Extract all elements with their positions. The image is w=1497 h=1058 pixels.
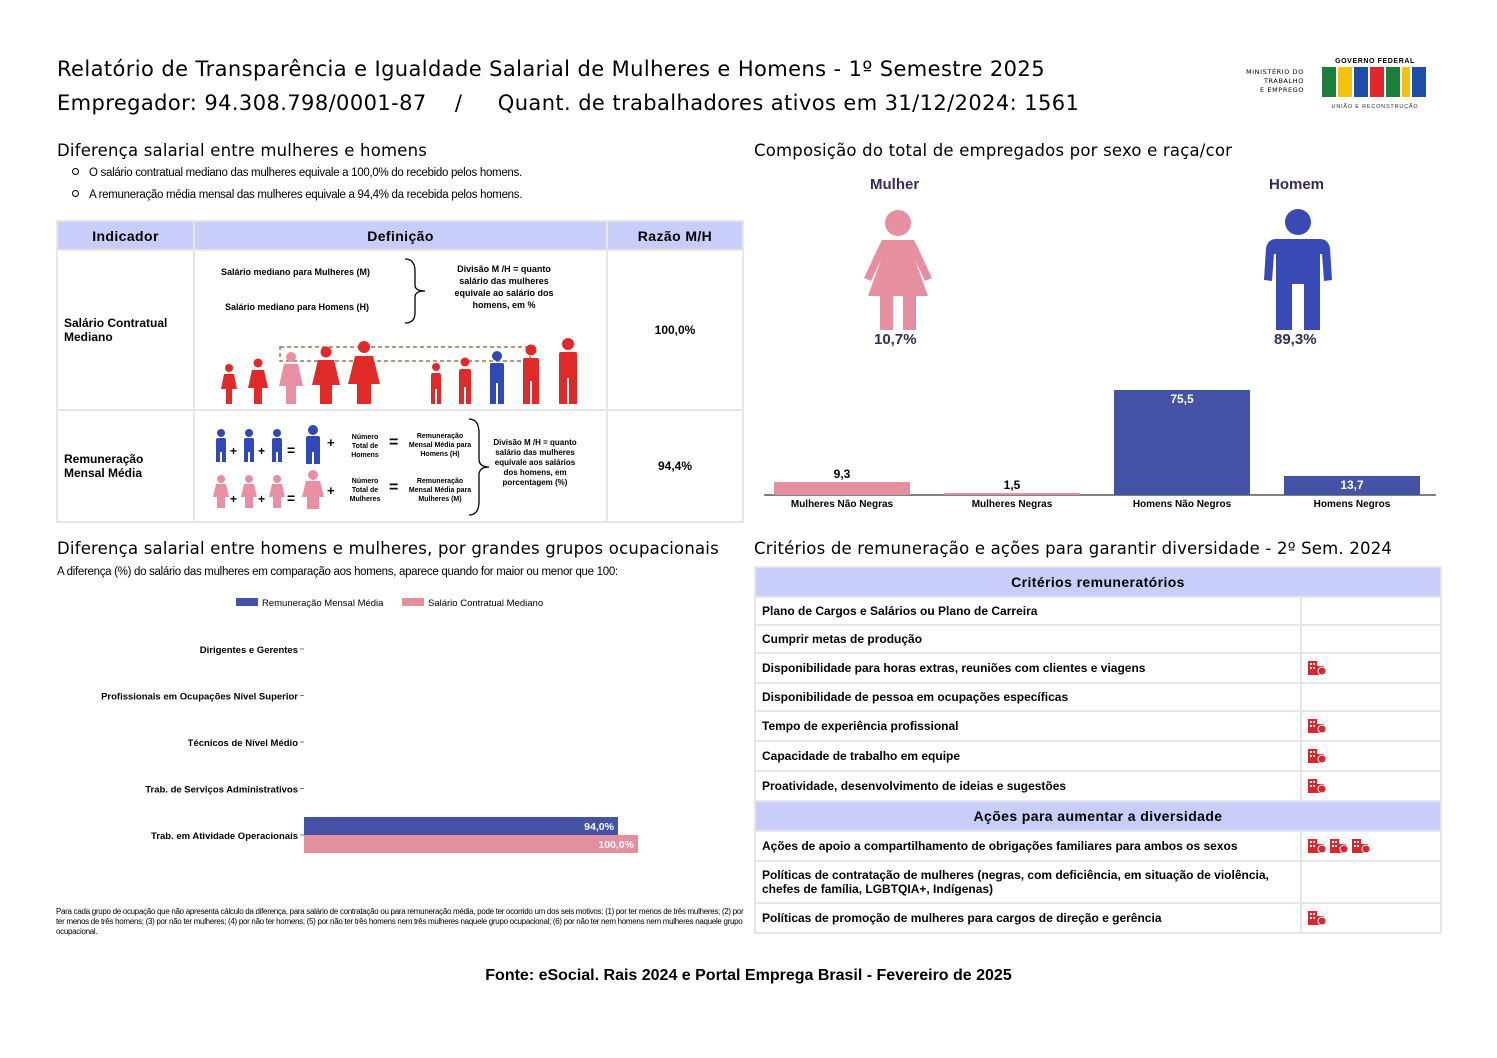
occupational-footnote: Para cada grupo de ocupação que não apresenta cálculo da diferença, para salário de contratação ou para remuneração média, pode ter ocorrido um dos seis motivos: (1) por ter menos de três mulheres; (2) por ter menos de três homens; (3) por não ter mulheres; (4) por não ter homens; (5) por não ter três homens nem três mulheres naquele grupo ocupacional; (6) por não ter nem homens nem mulheres naquele grupo ocupacional. — [56, 907, 744, 936]
workers-count: Quant. de trabalhadores ativos em 31/12/2024: 1561 — [497, 91, 1080, 115]
svg-text:+: + — [327, 435, 335, 450]
criteria-icons — [1301, 831, 1441, 861]
occupation-label-3: Trab. de Serviços Administrativos — [145, 784, 298, 796]
criteria-title: Critérios de remuneração e ações para garantir diversidade - 2º Sem. 2024 — [754, 539, 1393, 558]
criteria-icons — [1301, 903, 1441, 933]
source-footer: Fonte: eSocial. Rais 2024 e Portal Emprega Brasil - Fevereiro de 2025 — [485, 967, 1012, 984]
occupation-label-4: Trab. em Atividade Operacionais — [151, 831, 298, 842]
brace-icon — [401, 257, 431, 325]
people-median-illustration — [215, 331, 595, 409]
legend-swatch-1 — [402, 598, 424, 606]
criteria-icons — [1301, 625, 1441, 653]
man-icon — [1262, 208, 1334, 332]
occupation-bar-1-4 — [304, 835, 638, 853]
criteria-label: Ações de apoio a compartilhamento de obrigações familiares para ambos os sexos — [755, 831, 1301, 861]
indicator-median: Salário Contratual Mediano — [57, 250, 194, 410]
bar-label-0: 9,3 — [833, 467, 851, 482]
legend-label-1: Salário Contratual Mediano — [428, 598, 544, 609]
criteria-label: Plano de Cargos e Salários ou Plano de Carreira — [755, 597, 1301, 625]
bar-label-1: 1,5 — [1003, 477, 1021, 492]
bar-1 — [944, 493, 1080, 495]
criteria-header: Critérios remuneratórios — [755, 567, 1441, 597]
employer-id: Empregador: 94.308.798/0001-87 — [57, 91, 427, 115]
svg-text:+: + — [230, 444, 238, 458]
svg-text:+: + — [327, 483, 335, 498]
criteria-row — [755, 683, 1441, 711]
woman-label: Mulher — [870, 176, 920, 193]
criteria-row — [755, 831, 1441, 861]
criteria-table — [754, 566, 1442, 934]
bar-0 — [774, 482, 910, 495]
category-label-3: Homens Negros — [1313, 499, 1391, 510]
ratio-median: 100,0% — [607, 250, 743, 410]
criteria-label: Proatividade, desenvolvimento de ideias e sugestões — [755, 771, 1301, 801]
woman-icon — [860, 208, 936, 332]
company-icon — [1308, 839, 1327, 853]
equals-women: = — [389, 479, 399, 496]
criteria-icons — [1301, 741, 1441, 771]
header-definicao: Definição — [194, 221, 607, 250]
occupation-label-2: Técnicos de Nível Médio — [187, 738, 298, 749]
legend-swatch-0 — [236, 598, 258, 606]
occupational-subtitle: A diferença (%) do salário das mulheres em comparação aos homens, aparece quando for maior ou menor que 100: — [57, 566, 618, 578]
header-separator: / — [454, 91, 463, 115]
occupation-bar-label-1-4: 100,0% — [598, 839, 634, 851]
category-label-2: Homens Não Negros — [1132, 499, 1232, 510]
criteria-row — [755, 653, 1441, 683]
def-women: Salário mediano para Mulheres (M) — [221, 267, 371, 277]
bar-label-3: 13,7 — [1340, 477, 1364, 492]
criteria-label: Capacidade de trabalho em equipe — [755, 741, 1301, 771]
header-razao: Razão M/H — [607, 221, 743, 250]
criteria-row — [755, 741, 1441, 771]
wage-gap-bullet-1: O salário contratual mediano das mulheres equivale a 100,0% do recebido pelos homens. — [72, 167, 522, 179]
definition-average — [194, 410, 607, 522]
bar-label-2: 75,5 — [1170, 391, 1194, 406]
occupational-bar-chart — [56, 590, 746, 860]
criteria-icons — [1301, 653, 1441, 683]
occupation-bar-label-0-4: 94,0% — [584, 821, 614, 833]
indicator-average: Remuneração Mensal Média — [57, 410, 194, 522]
composition-bar-chart — [754, 380, 1444, 515]
legend-label-0: Remuneração Mensal Média — [262, 598, 384, 609]
wage-gap-bullet-2: A remuneração média mensal das mulheres equivale a 94,4% da recebida pelos homens. — [72, 189, 522, 201]
gov-brasil-logo: GOVERNO FEDERAL UNIÃO E RECONSTRUÇÃO — [1320, 58, 1430, 110]
criteria-label: Disponibilidade de pessoa em ocupações específicas — [755, 683, 1301, 711]
criteria-icons — [1301, 683, 1441, 711]
criteria-label: Políticas de contratação de mulheres (negras, com deficiência, em situação de violência, chefes de família, LGBTQIA+, Indígenas) — [755, 861, 1301, 903]
company-icon — [1308, 911, 1327, 925]
criteria-label: Políticas de promoção de mulheres para cargos de direção e gerência — [755, 903, 1301, 933]
man-label: Homem — [1269, 176, 1325, 193]
ministry-logo: MINISTÉRIO DO TRABALHO E EMPREGO — [1245, 68, 1304, 94]
num-women-label: Número Total de Mulheres — [349, 478, 381, 503]
composition-title: Composição do total de empregados por sexo e raça/cor — [754, 141, 1233, 160]
criteria-icons — [1301, 711, 1441, 741]
criteria-label: Cumprir metas de produção — [755, 625, 1301, 653]
category-label-0: Mulheres Não Negras — [790, 499, 894, 510]
header-indicador: Indicador — [57, 221, 194, 250]
criteria-row — [755, 903, 1441, 933]
criteria-icons — [1301, 771, 1441, 801]
men-sum-icon — [213, 425, 348, 465]
occupation-label-0: Dirigentes e Gerentes — [199, 645, 298, 656]
equals-men: = — [389, 434, 399, 451]
svg-text:+: + — [258, 492, 266, 506]
criteria-row — [755, 771, 1441, 801]
criteria-row — [755, 861, 1441, 903]
brasil-logo-icon — [1320, 65, 1428, 99]
num-men-label: Número Total de Homens — [351, 434, 379, 459]
occupation-bar-0-4 — [304, 817, 618, 835]
criteria-icons — [1301, 597, 1441, 625]
company-icon — [1308, 719, 1327, 733]
women-sum-icon — [213, 469, 348, 511]
employer-line — [57, 91, 1079, 115]
company-icon — [1352, 839, 1371, 853]
company-icon — [1330, 839, 1349, 853]
def-men: Salário mediano para Homens (H) — [225, 302, 370, 312]
page-title: Relatório de Transparência e Igualdade Salarial de Mulheres e Homens - 1º Semestre 2025 — [57, 57, 1045, 81]
indicator-table — [56, 220, 744, 523]
svg-text:=: = — [287, 442, 296, 458]
criteria-label: Disponibilidade para horas extras, reuniões com clientes e viagens — [755, 653, 1301, 683]
criteria-row — [755, 711, 1441, 741]
man-pct: 89,3% — [1274, 331, 1317, 348]
ratio-average: 94,4% — [607, 410, 743, 522]
category-label-1: Mulheres Negras — [971, 499, 1053, 510]
svg-text:+: + — [230, 492, 238, 506]
wage-gap-title: Diferença salarial entre mulheres e homens — [57, 141, 428, 160]
occupational-title: Diferença salarial entre homens e mulheres, por grandes grupos ocupacionais — [57, 539, 719, 558]
svg-text:+: + — [258, 444, 266, 458]
occupation-label-1: Profissionais em Ocupações Nível Superior — [101, 691, 298, 703]
criteria-label: Tempo de experiência profissional — [755, 711, 1301, 741]
definition-median — [194, 250, 607, 410]
woman-pct: 10,7% — [874, 331, 917, 348]
def-division-average: Divisão M /H = quanto salário das mulheres equivale aos salários dos homens, em porcentagem (%) — [493, 438, 577, 487]
criteria-row — [755, 625, 1441, 653]
svg-text:=: = — [287, 490, 296, 506]
company-icon — [1308, 661, 1327, 675]
def-division-median: Divisão M /H = quanto salário das mulheres equivale ao salário dos homens, em % — [454, 264, 554, 310]
actions-header: Ações para aumentar a diversidade — [755, 801, 1441, 831]
criteria-icons — [1301, 861, 1441, 903]
company-icon — [1308, 749, 1327, 763]
company-icon — [1308, 779, 1327, 793]
avg-women-label: Remuneração Mensal Média para Mulheres (M) — [408, 478, 472, 503]
avg-men-label: Remuneração Mensal Média para Homens (H) — [408, 433, 472, 458]
criteria-row — [755, 597, 1441, 625]
